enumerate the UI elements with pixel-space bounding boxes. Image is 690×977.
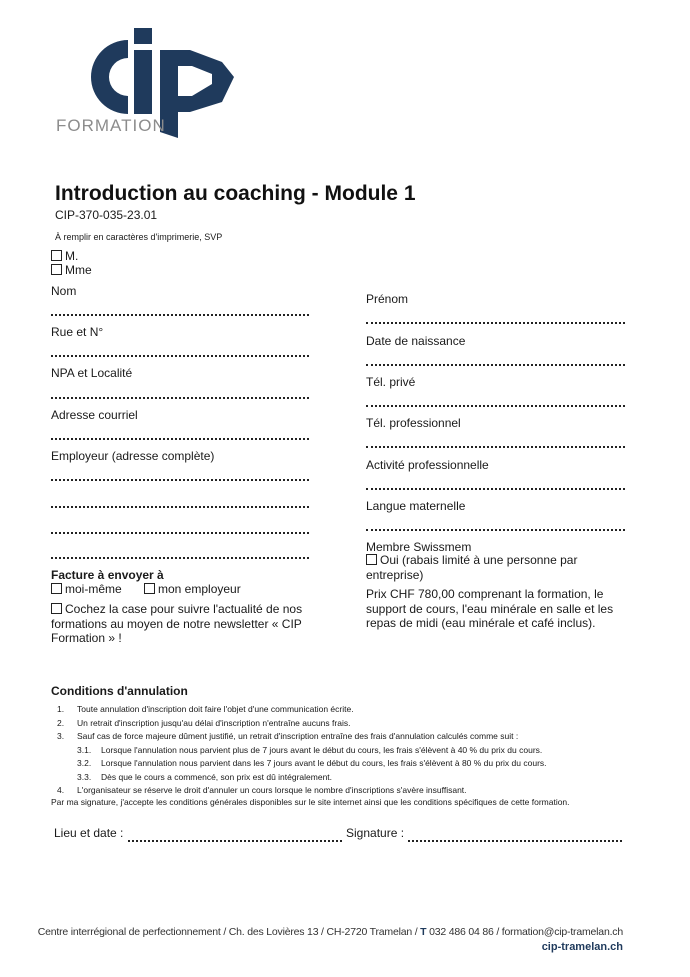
salutation-m-label: M. — [65, 249, 79, 263]
field-label-email: Adresse courriel — [51, 408, 138, 422]
field-line-employeur-4[interactable] — [51, 557, 309, 559]
field-label-tel-pro: Tél. professionnel — [366, 416, 461, 430]
field-line-npa[interactable] — [51, 397, 309, 399]
field-label-employeur: Employeur (adresse complète) — [51, 449, 215, 463]
field-label-tel-prive: Tél. privé — [366, 375, 416, 389]
condition-item: 3.2. Lorsque l'annulation nous parvient dans les 7 jours avant le début du cours, les frais s'élèvent à 80 % du prix du cours. — [77, 758, 547, 768]
cip-logo-mark — [52, 22, 242, 140]
invoice-heading: Facture à envoyer à — [51, 568, 164, 582]
field-line-tel-pro[interactable] — [366, 446, 625, 448]
checkbox[interactable] — [51, 603, 62, 614]
field-label-naissance: Date de naissance — [366, 334, 466, 348]
newsletter-option[interactable] — [51, 602, 316, 646]
field-line-rue[interactable] — [51, 355, 309, 357]
condition-item: 3.1. Lorsque l'annulation nous parvient plus de 7 jours avant le début du cours, les frais s'élèvent à 40 % du prix du cours. — [77, 744, 543, 755]
condition-item: 1. Toute annulation d'inscription doit faire l'objet d'une communication écrite. — [57, 704, 354, 714]
field-line-naissance[interactable] — [366, 364, 625, 366]
condition-item: 2. Un retrait d'inscription jusqu'au délai d'inscription n'entraîne aucuns frais. — [57, 717, 351, 728]
field-line-employeur-1[interactable] — [51, 479, 309, 481]
swissmem-option-label: Oui (rabais limité à une personne par entreprise) — [366, 553, 578, 582]
course-code: CIP-370-035-23.01 — [55, 208, 158, 222]
field-label-prenom: Prénom — [366, 292, 409, 306]
checkbox[interactable] — [51, 250, 62, 261]
field-label-nom: Nom — [51, 284, 77, 298]
invoice-self-label: moi-même — [65, 582, 122, 596]
salutation-mme[interactable] — [51, 263, 92, 277]
field-line-prenom[interactable] — [366, 322, 625, 324]
field-line-employeur-2[interactable] — [51, 506, 309, 508]
newsletter-label: Cochez la case pour suivre l'actualité de nos formations au moyen de notre newsletter « CIP Formation » ! — [51, 602, 303, 645]
price-info: Prix CHF 780,00 comprenant la formation, le support de cours, l'eau minérale en salle et les repas de midi (eau minérale et café inclus). — [366, 587, 614, 630]
field-label-langue: Langue maternelle — [366, 499, 466, 513]
condition-item: 3.3. Dès que le cours a commencé, son prix est dû intégralement. — [77, 771, 333, 782]
cip-logo — [52, 22, 242, 140]
place-date-line[interactable] — [128, 840, 342, 842]
condition-item: 3. Sauf cas de force majeure dûment justifié, un retrait d'inscription entraîne des frais d'annulation calculés comme suit : — [57, 731, 519, 741]
checkbox[interactable] — [51, 264, 62, 275]
checkbox[interactable] — [366, 554, 377, 565]
course-title: Introduction au coaching - Module 1 — [55, 182, 416, 205]
conditions-heading: Conditions d'annulation — [51, 684, 188, 698]
salutation-m[interactable] — [51, 249, 78, 263]
signature-line[interactable] — [408, 840, 622, 842]
field-label-rue: Rue et N° — [51, 325, 104, 339]
field-line-langue[interactable] — [366, 529, 625, 531]
field-line-activite[interactable] — [366, 488, 625, 490]
swissmem-option[interactable] — [366, 553, 625, 582]
field-line-nom[interactable] — [51, 314, 309, 316]
field-line-email[interactable] — [51, 438, 309, 440]
fill-hint: À remplir en caractères d'imprimerie, SVP — [55, 232, 223, 242]
footer-website[interactable]: cip-tramelan.ch — [541, 941, 623, 953]
conditions-list — [51, 703, 651, 798]
field-label-activite: Activité professionnelle — [366, 458, 489, 472]
swissmem-label: Membre Swissmem — [366, 540, 472, 554]
checkbox[interactable] — [144, 583, 155, 594]
field-line-tel-prive[interactable] — [366, 405, 625, 407]
footer-address: Centre interrégional de perfectionnement / Ch. des Lovières 13 / CH-2720 Tramelan / T 032 486 04 86 / formation@cip-tramelan.ch — [37, 926, 623, 938]
signature-label: Signature : — [346, 826, 405, 840]
salutation-mme-label: Mme — [65, 263, 92, 277]
field-label-npa: NPA et Localité — [51, 366, 133, 380]
condition-item: 4. L'organisateur se réserve le droit d'annuler un cours lorsque le nombre d'inscriptions s'avère insuffisant. — [57, 785, 467, 795]
field-line-employeur-3[interactable] — [51, 532, 309, 534]
acceptance-text: Par ma signature, j'accepte les conditions générales disponibles sur le site internet ainsi que les conditions spécifiques de cette formation. — [51, 797, 570, 807]
invoice-employer-label: mon employeur — [158, 582, 241, 596]
place-date-label: Lieu et date : — [54, 826, 124, 840]
invoice-self[interactable] — [51, 582, 122, 596]
checkbox[interactable] — [51, 583, 62, 594]
logo-text: FORMATION — [56, 116, 166, 135]
invoice-employer[interactable] — [144, 582, 241, 596]
